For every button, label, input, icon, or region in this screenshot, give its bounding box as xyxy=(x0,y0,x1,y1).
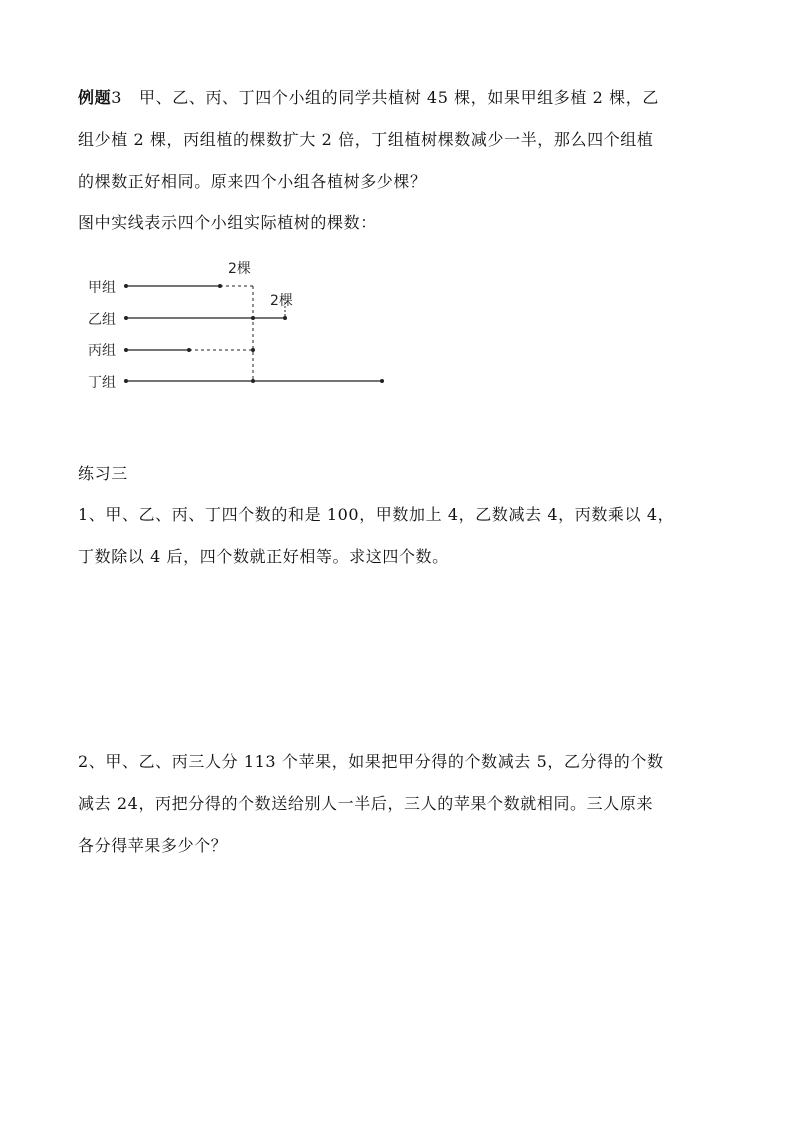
example-line-3: 的棵数正好相同。原来四个小组各植树多少棵？ xyxy=(78,172,427,191)
example-number: 3 xyxy=(111,88,122,107)
line-segment-diagram xyxy=(0,0,794,420)
q2-line-3: 各分得苹果多少个？ xyxy=(78,836,228,855)
q2-line-2: 减去 24，丙把分得的个数送给别人一半后，三人的苹果个数就相同。三人原来 xyxy=(78,794,654,813)
q1-line-1: 1、甲、乙、丙、丁四个数的和是 100，甲数加上 4，乙数减去 4，丙数乘以 4， xyxy=(78,505,675,524)
annotation-yi-minus: 2棵 xyxy=(270,293,293,309)
point-ding-end xyxy=(380,379,384,383)
point-yi-start xyxy=(124,316,128,320)
diagram-caption: 图中实线表示四个小组实际植树的棵数： xyxy=(78,213,377,232)
point-bing-start xyxy=(124,348,128,352)
practice-title: 练习三 xyxy=(78,464,128,483)
point-jia-start xyxy=(124,284,128,288)
point-ding-start xyxy=(124,379,128,383)
group-label-jia: 甲组 xyxy=(88,280,116,296)
q2-line-1: 2、甲、乙、丙三人分 113 个苹果，如果把甲分得的个数减去 5，乙分得的个数 xyxy=(78,752,664,771)
example-text-1: 甲、乙、丙、丁四个小组的同学共植树 45 棵，如果甲组多植 2 棵，乙 xyxy=(139,88,659,107)
example-title: 例题 xyxy=(78,88,112,107)
group-label-yi: 乙组 xyxy=(88,312,116,328)
annotation-jia-plus: 2棵 xyxy=(228,261,251,277)
group-label-ding: 丁组 xyxy=(88,375,116,391)
example-line-2: 组少植 2 棵，丙组植的棵数扩大 2 倍，丁组植树棵数减少一半，那么四个组植 xyxy=(78,130,654,149)
point-bing-end xyxy=(187,348,191,352)
q1-line-2: 丁数除以 4 后，四个数就正好相等。求这四个数。 xyxy=(78,547,449,566)
group-label-bing: 丙组 xyxy=(88,343,116,359)
